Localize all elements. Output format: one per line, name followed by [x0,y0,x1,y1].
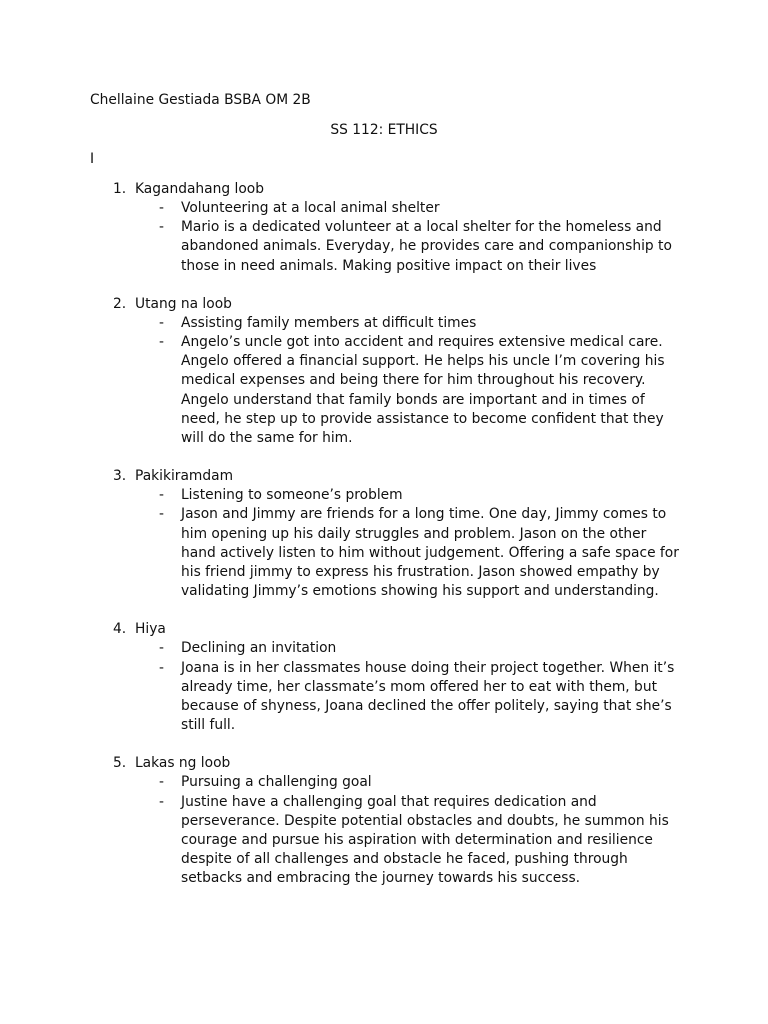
bullet-text: Angelo’s uncle got into accident and requires extensive medical care. Angelo offered a financial support. He helps his uncle I’m covering his medical expenses and being there for him throughout his recovery. Angelo understand that family bonds are important and in times of need, he step up to provide assistance to become confident that they will do the same for him. [181,334,665,447]
dash-bullet: - [159,659,164,676]
numbered-list [0,180,768,908]
dash-bullet: - [159,200,164,216]
item-number: 3. [113,468,127,485]
list-item [0,620,768,735]
bullet-text: Volunteering at a local animal shelter [181,200,440,216]
item-title: Hiya [135,621,166,638]
list-item [0,180,768,276]
bullet-text: Jason and Jimmy are friends for a long time. One day, Jimmy comes to him opening up his daily struggles and problem. Jason on the other hand actively listen to him without judgement. Offering a safe space for his friend jimmy to express his frustration. Jason showed empathy by validating Jimmy’s emotions showing his support and understanding. [181,506,679,600]
dash-bullet: - [159,334,164,351]
dash-bullet: - [159,506,164,523]
bullet-text: Declining an invitation [181,640,337,657]
dash-bullet: - [159,487,164,504]
dash-bullet: - [159,793,164,810]
item-number: 1. [113,181,127,197]
dash-bullet: - [159,640,164,657]
bullet-text: Assisting family members at difficult times [181,314,477,331]
list-item [0,754,768,888]
item-number: 2. [113,295,127,312]
item-number: 5. [113,755,127,772]
item-title: Pakikiramdam [135,468,234,485]
bullet-text: Pursuing a challenging goal [181,774,372,791]
item-title: Utang na loob [135,295,232,312]
dash-bullet: - [159,219,164,236]
bullet-text: Joana is in her classmates house doing their project together. When it’s already time, her classmate’s mom offered her to eat with them, but because of shyness, Joana declined the offer politely, saying that she’s still full. [181,659,675,734]
dash-bullet: - [159,774,164,791]
dash-bullet: - [159,314,164,331]
course-title: SS 112: ETHICS [330,122,438,138]
bullet-text: Listening to someone’s problem [181,487,403,504]
bullet-text: Justine have a challenging goal that requires dedication and perseverance. Despite potential obstacles and doubts, he summon his courage and pursue his aspiration with determination and resilience despite of all challenges and obstacle he faced, pushing through setbacks and embracing the journey towards his success. [181,793,669,887]
list-item [0,467,768,601]
item-title: Lakas ng loob [135,755,231,772]
item-number: 4. [113,621,127,638]
item-title: Kagandahang loob [135,181,264,197]
author-line: Chellaine Gestiada BSBA OM 2B [90,92,311,108]
bullet-text: Mario is a dedicated volunteer at a local shelter for the homeless and abandoned animals. Everyday, he provides care and companionship to those in need animals. Making positive impact on their lives [181,219,672,274]
list-item [0,295,768,448]
section-numeral: I [90,151,95,167]
